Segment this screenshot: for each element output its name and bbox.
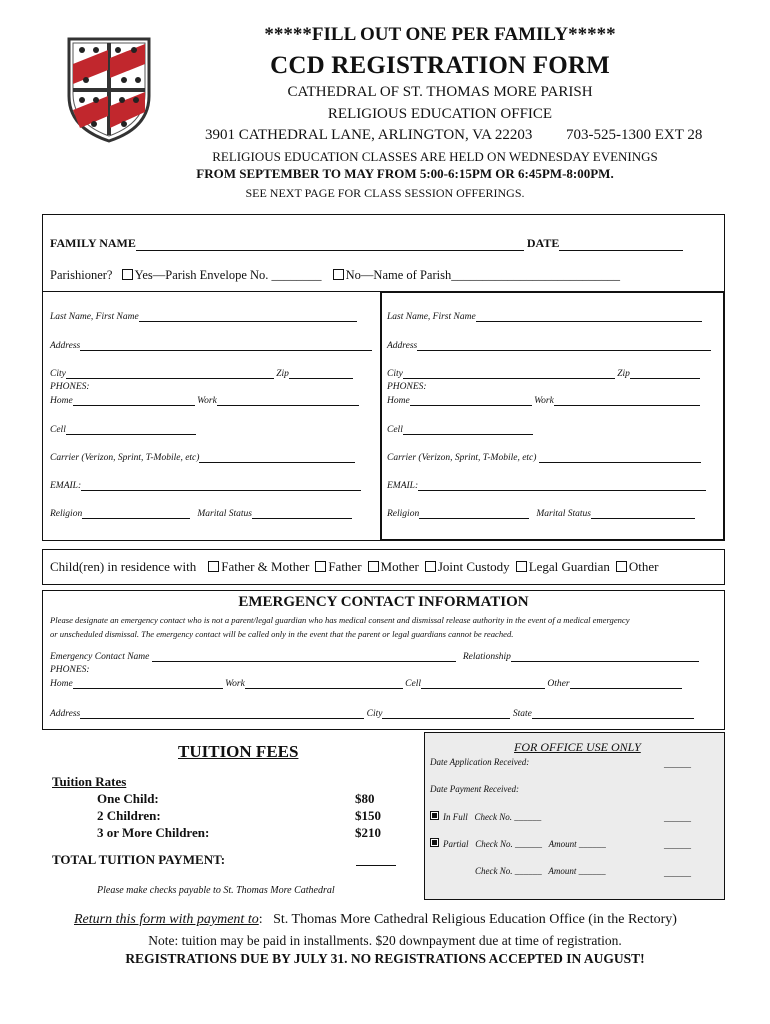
- checks-payable-note: Please make checks payable to St. Thomas More Cathedral: [97, 885, 335, 896]
- rate-one-child-amount: $80: [355, 791, 375, 806]
- return-label: Return this form with payment to: [74, 912, 259, 927]
- emergency-city-field[interactable]: [382, 718, 510, 719]
- parent1-religion-field[interactable]: [82, 518, 190, 519]
- parent2-email-label: EMAIL:: [387, 481, 419, 491]
- schedule-line-1: RELIGIOUS EDUCATION CLASSES ARE HELD ON WEDNESDAY EVENINGS: [212, 149, 658, 164]
- partial-checkbox[interactable]: [430, 838, 439, 847]
- in-full-check-no: Check No. ______: [474, 812, 542, 822]
- office-date-received-label: Date Application Received:: [430, 757, 530, 767]
- parent-2-box: [380, 291, 725, 541]
- date-label: DATE: [526, 236, 560, 250]
- parent1-address-row: [50, 341, 372, 351]
- rate-three-children-label: 3 or More Children:: [97, 825, 210, 840]
- family-name-field[interactable]: [136, 250, 524, 251]
- parent2-home-row: [387, 396, 700, 406]
- residence-other-checkbox[interactable]: [616, 561, 627, 572]
- emergency-note-line-1: Please designate an emergency contact who is not a parent/legal guardian who has medical consent and dismissal release authority in the event of a medical emergency: [50, 615, 630, 625]
- parent1-home-row: [50, 396, 359, 406]
- partial-check-no: Check No. ______: [475, 839, 543, 849]
- parent2-religion-label: Religion: [387, 509, 420, 519]
- parent2-carrier-field[interactable]: [539, 462, 701, 463]
- emergency-home-label: Home: [50, 679, 73, 689]
- parent1-marital-label: Marital Status: [197, 509, 252, 519]
- parent1-phones-label: PHONES:: [50, 382, 90, 392]
- parent1-marital-field[interactable]: [252, 518, 352, 519]
- emergency-relationship-label: Relationship: [462, 652, 511, 662]
- parent2-name-row: [387, 312, 702, 322]
- emergency-state-field[interactable]: [532, 718, 694, 719]
- emergency-city-label: City: [366, 709, 383, 719]
- residence-option-legal-guardian: Legal Guardian: [528, 559, 610, 574]
- parent2-marital-label: Marital Status: [536, 509, 591, 519]
- emergency-home-field[interactable]: [73, 688, 223, 689]
- parent1-email-label: EMAIL:: [50, 481, 82, 491]
- family-name-row: [50, 236, 683, 251]
- office-partial-blank[interactable]: ______: [664, 840, 691, 850]
- residence-joint-custody-checkbox[interactable]: [425, 561, 436, 572]
- emergency-phone-row: [50, 679, 682, 689]
- office-second-check-row: [475, 866, 606, 876]
- partial-label: Partial: [443, 839, 469, 849]
- parent2-email-field[interactable]: [418, 490, 706, 491]
- parent1-carrier-label: Carrier (Verizon, Sprint, T-Mobile, etc): [50, 453, 200, 463]
- parent1-city-label: City: [50, 369, 66, 379]
- emergency-note-line-2: or unscheduled dismissal. The emergency contact will be called only in the event that the parent or legal guardians cannot be reached.: [50, 629, 514, 639]
- office-in-full-row: [430, 811, 541, 822]
- parent2-email-row: [387, 481, 706, 491]
- second-amount: Amount ______: [548, 866, 606, 876]
- parent2-religion-row: [387, 509, 695, 519]
- parent1-address-label: Address: [50, 341, 81, 351]
- parent2-address-field[interactable]: [417, 350, 711, 351]
- return-instructions: [74, 912, 677, 928]
- parent2-work-field[interactable]: [554, 405, 700, 406]
- total-payment-field[interactable]: [356, 852, 396, 866]
- parent1-name-field[interactable]: [139, 321, 357, 322]
- parent1-home-field[interactable]: [73, 405, 195, 406]
- schedule-line-3: SEE NEXT PAGE FOR CLASS SESSION OFFERINGS.: [245, 186, 525, 200]
- parent1-religion-label: Religion: [50, 509, 83, 519]
- parent1-city-field[interactable]: [66, 378, 274, 379]
- tuition-rates-label: Tuition Rates: [52, 774, 127, 789]
- emergency-other-label: Other: [547, 679, 570, 689]
- parishioner-yes-label: Yes—Parish Envelope No. ________: [134, 268, 322, 282]
- in-full-label: In Full: [443, 812, 468, 822]
- office-in-full-blank[interactable]: ______: [664, 813, 691, 823]
- return-to-text: St. Thomas More Cathedral Religious Education Office (in the Rectory): [273, 912, 677, 927]
- parent2-city-label: City: [387, 369, 403, 379]
- office-second-blank[interactable]: ______: [664, 868, 691, 878]
- parent1-cell-row: [50, 425, 196, 435]
- parishioner-no-checkbox[interactable]: [333, 269, 344, 280]
- office-date-received-blank[interactable]: ______: [664, 759, 691, 769]
- parent2-home-field[interactable]: [410, 405, 532, 406]
- partial-amount: Amount ______: [548, 839, 606, 849]
- parent1-cell-label: Cell: [50, 425, 66, 435]
- residence-label: Child(ren) in residence with: [50, 559, 197, 574]
- parish-crest-logo: [66, 36, 152, 144]
- parent2-work-label: Work: [534, 396, 554, 406]
- total-payment-label: TOTAL TUITION PAYMENT:: [52, 852, 226, 867]
- one-per-family-banner: *****FILL OUT ONE PER FAMILY*****: [264, 24, 616, 45]
- parent1-work-field[interactable]: [217, 405, 359, 406]
- parishioner-row: [50, 268, 620, 283]
- parent2-carrier-row: [387, 453, 701, 463]
- installments-note: Note: tuition may be paid in installments. $20 downpayment due at time of registration.: [148, 933, 622, 948]
- residence-option-joint-custody: Joint Custody: [437, 559, 510, 574]
- parent1-address-field[interactable]: [80, 350, 372, 351]
- form-title: CCD REGISTRATION FORM: [270, 52, 610, 79]
- parent2-city-field[interactable]: [403, 378, 615, 379]
- residence-mother-checkbox[interactable]: [368, 561, 379, 572]
- parent2-phones-label: PHONES:: [387, 382, 427, 392]
- date-field[interactable]: [559, 250, 683, 251]
- parishioner-yes-checkbox[interactable]: [122, 269, 133, 280]
- tuition-title: TUITION FEES: [178, 742, 299, 761]
- office-payment-received-label: Date Payment Received:: [430, 784, 519, 794]
- family-name-label: FAMILY NAME: [50, 236, 136, 250]
- emergency-phones-label: PHONES:: [50, 665, 90, 675]
- residence-option-mother: Mother: [380, 559, 419, 574]
- emergency-state-label: State: [512, 709, 532, 719]
- parent1-email-row: [50, 481, 361, 491]
- registration-deadline: REGISTRATIONS DUE BY JULY 31. NO REGISTRATIONS ACCEPTED IN AUGUST!: [125, 951, 645, 966]
- parent2-zip-label: Zip: [617, 369, 630, 379]
- parent2-zip-field[interactable]: [630, 378, 700, 379]
- rate-two-children-amount: $150: [355, 808, 381, 823]
- parent1-name-row: [50, 312, 357, 322]
- emergency-cell-field[interactable]: [421, 688, 545, 689]
- parent2-address-label: Address: [387, 341, 418, 351]
- emergency-name-field[interactable]: [152, 661, 456, 662]
- emergency-title: EMERGENCY CONTACT INFORMATION: [238, 594, 529, 610]
- emergency-other-field[interactable]: [570, 688, 682, 689]
- parent2-address-row: [387, 341, 711, 351]
- emergency-work-field[interactable]: [245, 688, 403, 689]
- parent1-home-label: Home: [50, 396, 73, 406]
- parent2-religion-field[interactable]: [419, 518, 529, 519]
- office-name: RELIGIOUS EDUCATION OFFICE: [327, 106, 553, 122]
- parent1-carrier-field[interactable]: [199, 462, 355, 463]
- residence-row: [50, 559, 659, 575]
- parent2-home-label: Home: [387, 396, 410, 406]
- rate-two-children-label: 2 Children:: [97, 808, 161, 823]
- parent2-cell-label: Cell: [387, 425, 403, 435]
- parent1-city-row: [50, 369, 353, 379]
- residence-father-mother-checkbox[interactable]: [208, 561, 219, 572]
- residence-legal-guardian-checkbox[interactable]: [516, 561, 527, 572]
- parent1-email-field[interactable]: [81, 490, 361, 491]
- emergency-address-label: Address: [50, 709, 81, 719]
- emergency-name-row: [50, 652, 699, 662]
- residence-option-father: Father: [328, 559, 362, 574]
- emergency-address-row: [50, 709, 694, 719]
- office-address: 3901 CATHEDRAL LANE, ARLINGTON, VA 22203: [205, 127, 533, 143]
- parishioner-label: Parishioner?: [50, 268, 113, 282]
- schedule-line-2: FROM SEPTEMBER TO MAY FROM 5:00-6:15PM OR 6:45PM-8:00PM.: [196, 166, 614, 181]
- cathedral-name: CATHEDRAL OF ST. THOMAS MORE PARISH: [287, 84, 593, 100]
- parent1-zip-label: Zip: [276, 369, 289, 379]
- office-partial-row: [430, 838, 606, 849]
- parent1-cell-field[interactable]: [66, 434, 196, 435]
- parent1-religion-row: [50, 509, 352, 519]
- residence-father-checkbox[interactable]: [315, 561, 326, 572]
- return-colon: :: [258, 912, 263, 927]
- emergency-work-label: Work: [225, 679, 245, 689]
- rate-one-child-label: One Child:: [97, 791, 159, 806]
- parent2-name-field[interactable]: [476, 321, 702, 322]
- parent2-cell-row: [387, 425, 533, 435]
- residence-option-father-mother: Father & Mother: [221, 559, 310, 574]
- office-use-title: FOR OFFICE USE ONLY: [514, 740, 641, 754]
- emergency-address-field[interactable]: [80, 718, 364, 719]
- parent2-name-label: Last Name, First Name: [387, 312, 476, 322]
- residence-option-other: Other: [628, 559, 659, 574]
- parent1-name-label: Last Name, First Name: [50, 312, 139, 322]
- emergency-cell-label: Cell: [405, 679, 422, 689]
- parent2-city-row: [387, 369, 700, 379]
- parent1-work-label: Work: [197, 396, 217, 406]
- second-check-no: Check No. ______: [475, 866, 542, 876]
- parent1-carrier-row: [50, 453, 355, 463]
- emergency-name-label: Emergency Contact Name: [50, 652, 150, 662]
- in-full-checkbox[interactable]: [430, 811, 439, 820]
- parent2-cell-field[interactable]: [403, 434, 533, 435]
- parent1-zip-field[interactable]: [289, 378, 353, 379]
- parent2-carrier-label: Carrier (Verizon, Sprint, T-Mobile, etc): [387, 453, 537, 463]
- emergency-relationship-field[interactable]: [511, 661, 699, 662]
- office-phone: 703-525-1300 EXT 28: [566, 127, 703, 143]
- rate-three-children-amount: $210: [355, 825, 381, 840]
- parishioner-no-label: No—Name of Parish___________________________: [345, 268, 620, 282]
- parent2-marital-field[interactable]: [591, 518, 695, 519]
